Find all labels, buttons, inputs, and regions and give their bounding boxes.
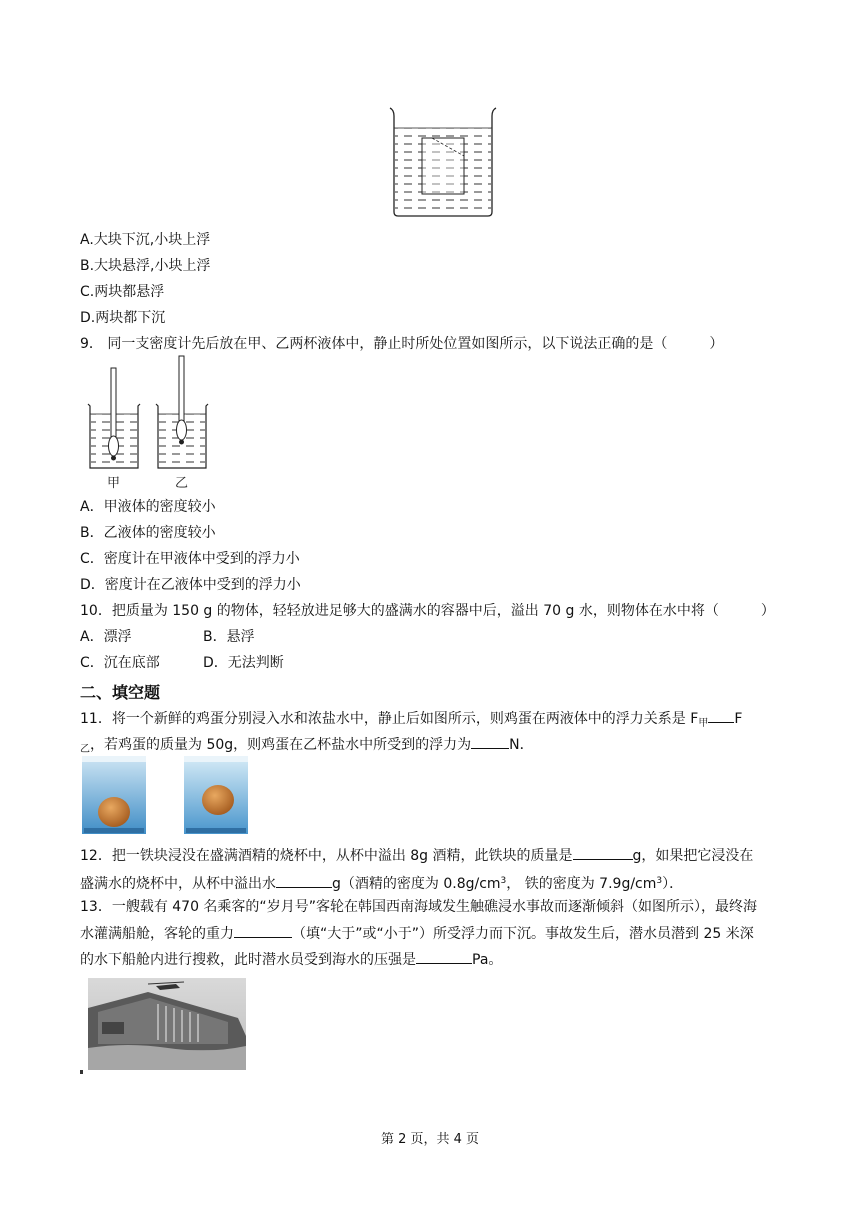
q9-stem: 9． 同一支密度计先后放在甲、乙两杯液体中，静止时所处位置如图所示，以下说法正确的是（ ） [80,336,724,352]
beaker-block-figure [388,108,498,220]
q11-text-3: ，若鸡蛋的质量为 50g，则鸡蛋在乙杯盐水中所受到的浮力为 [90,737,472,753]
q8-option-d: D.两块都下沉 [80,310,166,326]
q13-line2 [80,923,754,944]
q10-option-a: A．漂浮 [80,629,132,645]
q13-line1: 13．一艘载有 470 名乘客的“岁月号”客轮在韩国西南海域发生触礁浸水事故而逐渐倾斜（如图所示），最终海 [80,899,757,915]
q13-blank-1[interactable] [234,923,292,938]
label-jia: 甲 [107,476,121,491]
hydrometer-figure [86,362,216,494]
q9-option-a: A．甲液体的密度较小 [80,499,216,515]
q12-text-3: 盛满水的烧杯中，从杯中溢出水 [80,876,276,892]
q11-line1 [80,708,742,734]
q10-option-d: D．无法判断 [203,655,284,671]
q12-text-4: g（酒精的密度为 0.8g/cm [332,876,501,892]
q13-text-2a: 水灌满船舱，客轮的重力 [80,926,234,942]
q11-text-4: N． [509,737,534,753]
q12-text-6: ）． [662,876,684,892]
q13-text-3b: Pa。 [472,952,503,968]
q13-text-3a: 的水下船舱内进行搜救，此时潜水员受到海水的压强是 [80,952,416,968]
q12-text-5: ， 铁的密度为 7.9g/cm [506,876,657,892]
q12-sup-2: 3 [656,876,663,886]
q11-sub-yi: 乙 [80,744,90,755]
q11-sub-jia: 甲 [698,718,709,729]
q13-blank-2[interactable] [416,949,472,964]
q10-stem: 10．把质量为 150 g 的物体，轻轻放进足够大的盛满水的容器中后，溢出 70 g 水，则物体在水中将（ ） [80,603,775,619]
q12-blank-1[interactable] [573,845,633,860]
q11-text-1: 11．将一个新鲜的鸡蛋分别浸入水和浓盐水中，静止后如图所示，则鸡蛋在两液体中的浮力关系是 F [80,711,699,727]
q9-option-c: C．密度计在甲液体中受到的浮力小 [80,551,300,567]
q11-blank-1[interactable] [708,708,734,723]
q11-text-2: F [734,711,743,727]
q12-text-2: g，如果把它浸没在 [632,848,754,864]
q12-text-1: 12．把一铁块浸没在盛满酒精的烧杯中，从杯中溢出 8g 酒精，此铁块的质量是 [80,848,573,864]
page-mark [80,1070,83,1074]
ferry-photo [88,978,246,1070]
q10-option-c: C．沉在底部 [80,655,160,671]
q9-option-b: B．乙液体的密度较小 [80,525,216,541]
q12-sup-1: 3 [500,876,507,886]
q12-line2 [80,871,683,894]
q8-option-c: C.两块都悬浮 [80,284,165,300]
q8-option-a: A.大块下沉,小块上浮 [80,232,211,248]
page-footer: 第 2 页，共 4 页 [380,1132,480,1147]
q13-line3 [80,949,502,970]
q9-option-d: D．密度计在乙液体中受到的浮力小 [80,577,301,593]
egg-beakers-figure [82,756,250,836]
q10-option-b: B．悬浮 [203,629,255,645]
q13-text-2b: （填“大于”或“小于”）所受浮力而下沉。事故发生后，潜水员潜到 25 米深 [292,926,754,942]
label-yi: 乙 [175,476,189,491]
q12-blank-2[interactable] [276,873,332,888]
q12-line1 [80,845,753,866]
section-title: 二、填空题 [80,683,161,702]
q8-option-b: B.大块悬浮,小块上浮 [80,258,211,274]
q11-blank-2[interactable] [471,734,509,749]
